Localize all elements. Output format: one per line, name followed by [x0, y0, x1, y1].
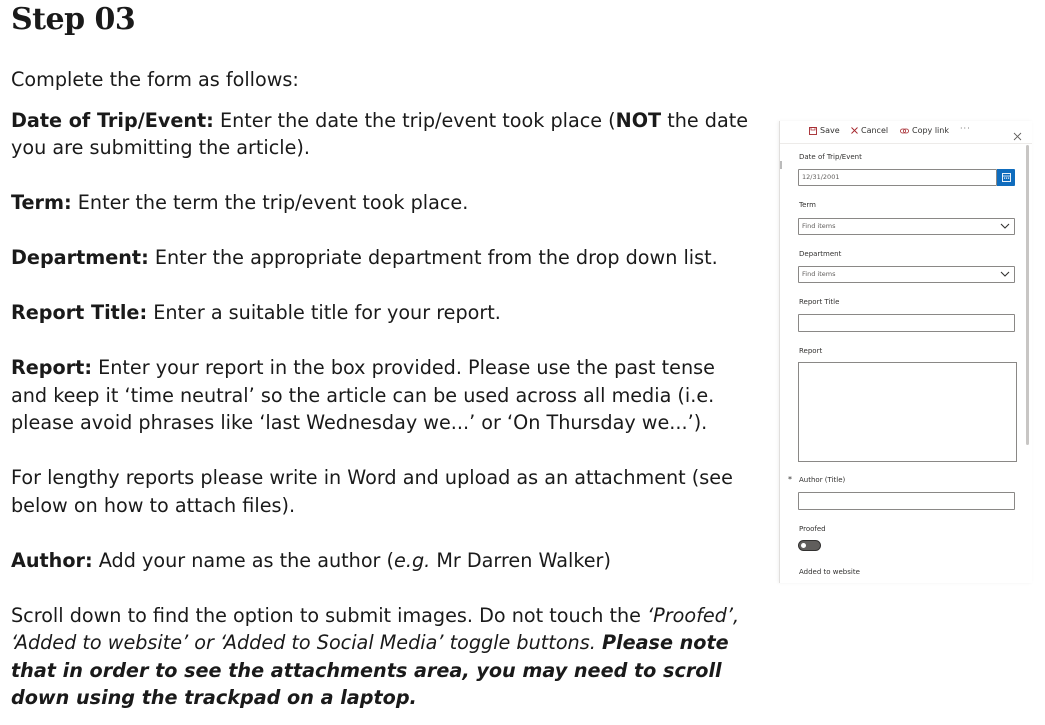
author-label: Author:	[11, 548, 93, 572]
term-text: Enter the term the trip/event took place.	[71, 191, 469, 214]
author-instruction	[11, 547, 756, 575]
cancel-button[interactable]	[851, 126, 888, 135]
form-screenshot-panel	[779, 121, 1032, 583]
term-placeholder: Find items	[802, 222, 836, 230]
save-button[interactable]	[809, 126, 840, 135]
copy-link-button[interactable]	[900, 126, 949, 135]
date-field-label: Date of Trip/Event	[799, 153, 862, 161]
copy-link-label: Copy link	[912, 126, 949, 135]
scrollbar[interactable]	[1026, 145, 1029, 445]
author-text-a: Add your name as the author (	[92, 548, 395, 572]
report-textarea[interactable]	[798, 362, 1017, 462]
command-bar	[780, 121, 1032, 144]
proofed-field-label: Proofed	[799, 525, 826, 533]
lengthy-report-note: For lengthy reports please write in Word and upload as an attachment (see below on how to attach files).	[11, 466, 733, 517]
save-icon	[809, 127, 817, 135]
panel-edge-marker	[780, 161, 782, 169]
report-field-label: Report	[799, 347, 823, 355]
author-example: e.g.	[394, 548, 431, 572]
report-title-instruction	[11, 299, 756, 327]
department-placeholder: Find items	[802, 270, 836, 278]
date-input[interactable]: 12/31/2001	[798, 169, 997, 186]
report-text: Enter your report in the box provided. Please use the past tense and keep it ‘time neutral’ so the article can be used across all media (i.e. please avoid phrases like ‘last Wednesday we...’ or ‘On Thursday we...’).	[11, 356, 715, 434]
report-title-field-label: Report Title	[799, 298, 840, 306]
department-text: Enter the appropriate department from the drop down list.	[148, 246, 718, 269]
proofed-toggle[interactable]	[798, 540, 821, 551]
close-icon	[851, 127, 858, 134]
date-instruction	[11, 107, 756, 162]
close-panel-button[interactable]	[1013, 126, 1022, 145]
author-field-label: Author (Title)	[799, 476, 846, 484]
term-picker[interactable]	[798, 218, 1015, 235]
term-label: Term:	[11, 191, 72, 214]
department-field-label: Department	[799, 250, 842, 258]
author-input[interactable]	[798, 492, 1015, 510]
close-icon	[1013, 132, 1022, 141]
toggle-warning: ‘Proofed’, ‘Added to website’ or ‘Added to Social Media’ toggle buttons.	[11, 603, 740, 654]
term-instruction	[11, 189, 756, 217]
instructions	[11, 66, 756, 712]
calendar-button[interactable]	[997, 169, 1015, 186]
report-title-input[interactable]	[798, 314, 1015, 332]
attachments-note: Please note that in order to see the attachments area, you may need to scroll down using the trackpad on a laptop.	[11, 631, 729, 709]
date-text-a: Enter the date the trip/event took place (	[213, 108, 616, 132]
report-title-label: Report Title:	[11, 301, 148, 324]
date-label: Date of Trip/Event:	[11, 108, 214, 132]
cancel-label: Cancel	[861, 126, 889, 135]
department-label: Department:	[11, 246, 149, 269]
calendar-icon	[1002, 173, 1011, 182]
scroll-note	[11, 602, 756, 712]
department-picker[interactable]	[798, 266, 1015, 283]
author-text-b: Mr Darren Walker)	[430, 548, 611, 572]
report-instruction	[11, 354, 756, 437]
intro-text: Complete the form as follows:	[11, 68, 299, 91]
chevron-down-icon	[1000, 222, 1010, 230]
more-icon: ···	[960, 124, 971, 133]
report-title-text: Enter a suitable title for your report.	[147, 301, 501, 324]
term-field-label: Term	[799, 201, 816, 209]
required-marker: *	[788, 475, 792, 484]
department-instruction	[11, 244, 756, 272]
date-emphasis: NOT	[615, 108, 662, 132]
date-text-b: the date you are submitting the article).	[11, 108, 749, 159]
report-label: Report:	[11, 356, 93, 379]
step-heading: Step 03	[11, 2, 136, 37]
added-to-website-label: Added to website	[799, 568, 860, 576]
more-options-button[interactable]	[960, 124, 971, 133]
link-icon	[900, 128, 909, 134]
scroll-note-text: Scroll down to find the option to submit images. Do not touch the	[11, 603, 648, 627]
chevron-down-icon	[1000, 270, 1010, 278]
save-label: Save	[820, 126, 840, 135]
